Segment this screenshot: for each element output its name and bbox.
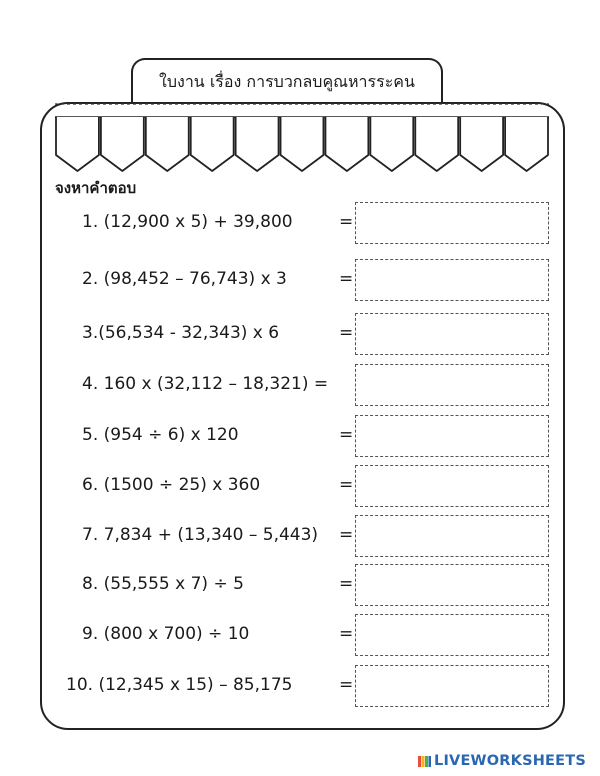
equals-sign: = (339, 425, 354, 445)
question-text: 6. (1500 ÷ 25) x 360 (82, 475, 261, 495)
question-text: 8. (55,555 x 7) ÷ 5 (82, 574, 244, 594)
bunting-flag (505, 117, 548, 171)
bunting-flag (370, 117, 413, 171)
question-text: 5. (954 ÷ 6) x 120 (82, 425, 239, 445)
bunting-flag (281, 117, 324, 171)
question-text: 7. 7,834 + (13,340 – 5,443) (82, 525, 319, 545)
equals-sign: = (339, 624, 354, 644)
answer-box[interactable] (355, 614, 549, 656)
question-text: 4. 160 x (32,112 – 18,321) = (82, 374, 329, 394)
bunting-flag (236, 117, 279, 171)
equals-sign: = (339, 212, 354, 232)
bunting-flag (415, 117, 458, 171)
answer-box[interactable] (355, 364, 549, 406)
equals-sign: = (339, 269, 354, 289)
question-text: 9. (800 x 700) ÷ 10 (82, 624, 250, 644)
equals-sign: = (339, 323, 354, 343)
bunting-flag (56, 117, 99, 171)
bunting-flag (460, 117, 503, 171)
bunting-flag (101, 117, 144, 171)
worksheet-title (131, 58, 443, 104)
bunting-decoration (55, 103, 549, 175)
equals-sign: = (339, 525, 354, 545)
instruction-text: จงหาคำตอบ (55, 179, 137, 197)
question-text: 3.(56,534 - 32,343) x 6 (82, 323, 280, 343)
answer-box[interactable] (355, 415, 549, 457)
worksheet-title-text: ใบงาน เรื่อง การบวกลบคูณหารระคน (159, 71, 415, 91)
question-text: 2. (98,452 – 76,743) x 3 (82, 269, 287, 289)
answer-box[interactable] (355, 665, 549, 707)
bunting-flag (191, 117, 234, 171)
answer-box[interactable] (355, 202, 549, 244)
question-text: 10. (12,345 x 15) – 85,175 (66, 675, 293, 695)
equals-sign: = (339, 675, 354, 695)
liveworksheets-logo-icon (418, 755, 431, 768)
equals-sign: = (339, 574, 354, 594)
question-text: 1. (12,900 x 5) + 39,800 (82, 212, 293, 232)
equals-sign: = (339, 475, 354, 495)
answer-box[interactable] (355, 259, 549, 301)
answer-box[interactable] (355, 515, 549, 557)
bunting-flag (325, 117, 368, 171)
liveworksheets-brand[interactable] (418, 751, 586, 771)
answer-box[interactable] (355, 564, 549, 606)
answer-box[interactable] (355, 465, 549, 507)
answer-box[interactable] (355, 313, 549, 355)
brand-name: LIVEWORKSHEETS (434, 753, 587, 769)
bunting-flag (146, 117, 189, 171)
